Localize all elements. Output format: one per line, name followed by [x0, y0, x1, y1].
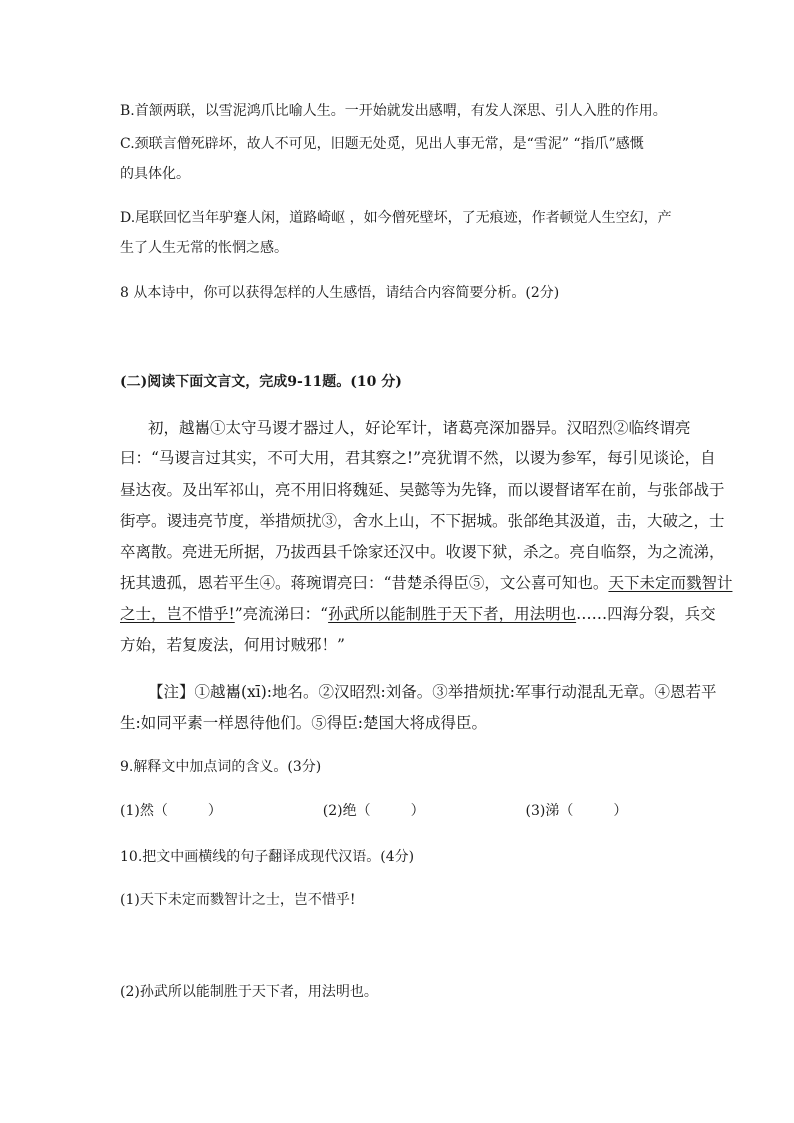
blank-2-close: ）: [410, 803, 425, 819]
underlined-sentence-1: 天下未定而戮智计: [608, 574, 733, 592]
passage-text: 抚其遗孤，恩若平生④。蒋琬谓亮曰：“昔楚杀得臣⑤，文公喜可知也。: [120, 574, 609, 592]
passage-line: 卒离散。亮进无所据，乃拔西县千馀家还汉中。收谡下狱，杀之。亮自临祭，为之流涕，: [120, 543, 725, 561]
blank-3-label: (3)涕（: [525, 803, 574, 819]
note-line: 【注】①越巂(xī):地名。②汉昭烈:刘备。③举措烦扰:军事行动混乱无章。④恩若平: [148, 683, 717, 701]
note-line: 生:如同平素一样恩待他们。⑤得臣:楚国大将成得臣。: [120, 714, 487, 732]
passage-line: 曰：“马谡言过其实，不可大用，君其察之!”亮犹谓不然，以谡为参军，每引见谈论，自: [120, 449, 716, 467]
section-2-title: (二)阅读下面文言文，完成9-11题。(10 分): [120, 374, 402, 390]
option-d-line2: 生了人生无常的怅惘之感。: [120, 240, 288, 256]
blank-3-close: ）: [613, 803, 628, 819]
question-10-sentence-1: (1)天下未定而戮智计之士，岂不惜乎!: [120, 892, 356, 908]
option-b: B.首颔两联，以雪泥鸿爪比喻人生。一开始就发出感喟，有发人深思、引人入胜的作用。: [120, 103, 667, 119]
passage-line: [120, 603, 716, 625]
option-d-line1: D.尾联回忆当年驴蹇人闲，道路崎岖 ，如今僧死壁坏，了无痕迹，作者顿觉人生空幻，产: [120, 210, 672, 226]
passage-line: 初，越巂①太守马谡才器过人，好论军计，诸葛亮深加器异。汉昭烈②临终谓亮: [148, 419, 691, 437]
passage-text: ”亮流涕曰：“: [234, 605, 329, 623]
question-9-blanks: [120, 801, 627, 821]
blank-1-label: (1)然（: [120, 803, 168, 819]
passage-line: [120, 572, 732, 594]
option-c-line2: 的具体化。: [120, 166, 190, 182]
question-8: 8 从本诗中，你可以获得怎样的人生感悟，请结合内容简要分析。(2分): [120, 285, 560, 301]
passage-line: 昼达夜。及出军祁山，亮不用旧将魏延、吴懿等为先锋，而以谡督诸军在前，与张郃战于: [120, 481, 725, 499]
question-9-stem: 9.解释文中加点词的含义。(3分): [120, 759, 322, 775]
underlined-sentence-1-cont: 之士，岂不惜乎!: [120, 605, 235, 623]
passage-line: 街亭。谡违亮节度，举措烦扰③，舍水上山，不下据城。张郃绝其汲道，击，大破之，士: [120, 512, 725, 530]
blank-1-close: ）: [207, 803, 222, 819]
blank-2-label: (2)绝（: [322, 803, 371, 819]
option-c-line1: C.颈联言僧死辟坏，故人不可见，旧题无处觅，见出人事无常，是“雪泥” “指爪”感慨: [120, 136, 644, 152]
passage-line: 方始，若复废法，何用讨贼邪！”: [120, 636, 345, 654]
question-10-sentence-2: (2)孙武所以能制胜于天下者，用法明也。: [120, 984, 378, 1000]
underlined-sentence-2: 孙武所以能制胜于天下者，用法明也: [328, 605, 577, 623]
question-10-stem: 10.把文中画横线的句子翻译成现代汉语。(4分): [120, 849, 415, 865]
passage-text: ……四海分裂，兵交: [576, 605, 716, 623]
